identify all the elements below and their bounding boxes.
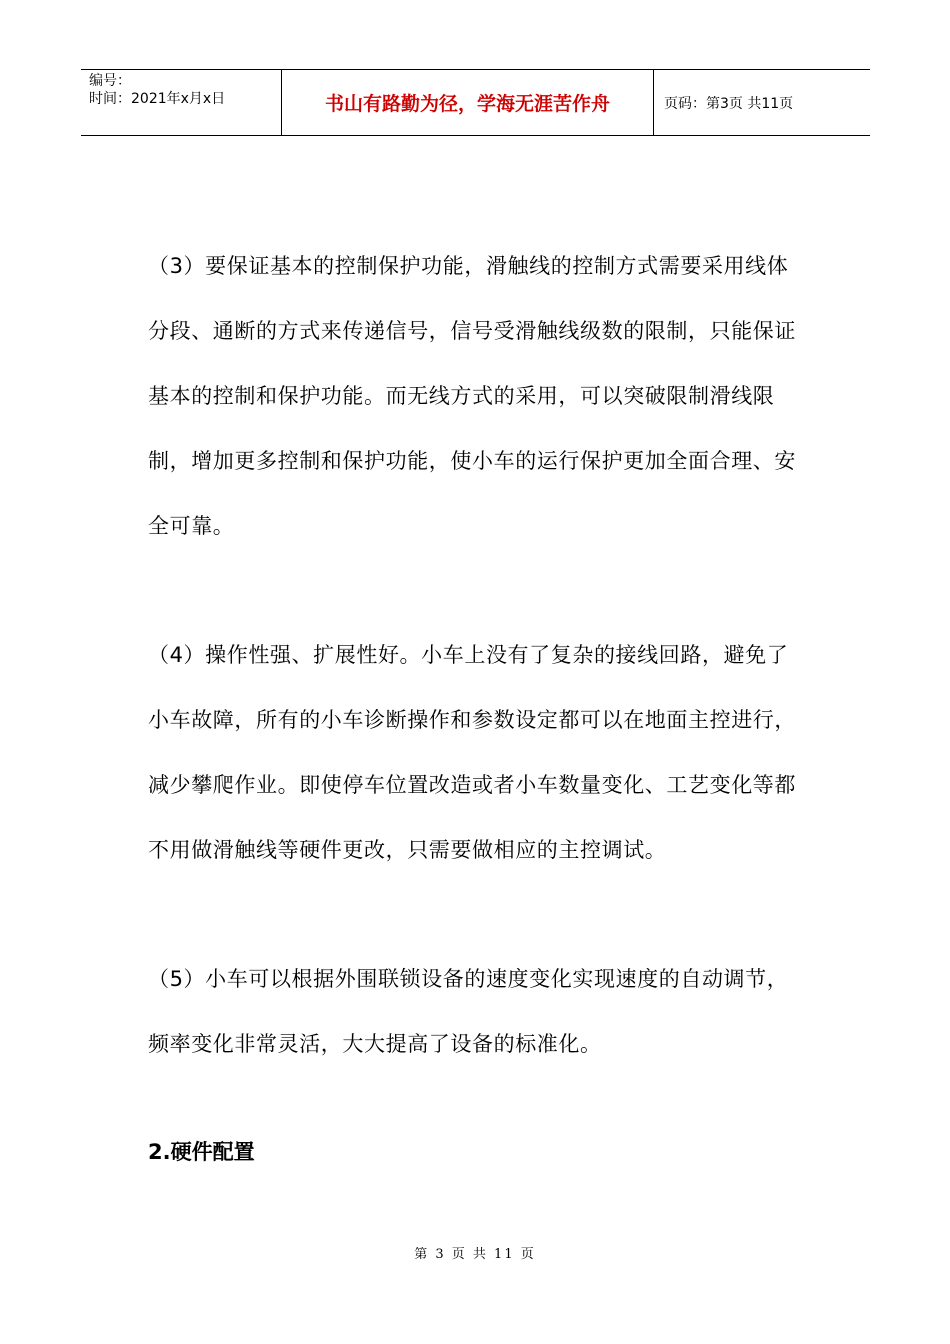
- paragraph-3: （3）要保证基本的控制保护功能，滑触线的控制方式需要采用线体分段、通断的方式来传递信号，信号受滑触线级数的限制，只能保证基本的控制和保护功能。而无线方式的采用，可以突破限制滑线限制，增加更多控制和保护功能，使小车的运行保护更加全面合理、安全可靠。: [148, 254, 796, 538]
- header-motto-cell: [282, 70, 654, 135]
- section-heading: 2.硬件配置: [148, 1140, 255, 1164]
- document-body: [148, 234, 808, 1167]
- paragraph-5: （5）小车可以根据外围联锁设备的速度变化实现速度的自动调节，频率变化非常灵活，大大提高了设备的标准化。: [148, 967, 789, 1056]
- header-page-cell: [654, 70, 870, 135]
- header-motto: 书山有路勤为径，学海无涯苦作舟: [324, 93, 610, 115]
- header-meta-cell: [81, 70, 282, 135]
- document-number-label: 编号：: [89, 73, 131, 89]
- paragraph-4: （4）操作性强、扩展性好。小车上没有了复杂的接线回路，避免了小车故障，所有的小车诊断操作和参数设定都可以在地面主控进行，减少攀爬作业。即使停车位置改造或者小车数量变化、工艺变化等都不用做滑触线等硬件更改，只需要做相应的主控调试。: [148, 643, 796, 862]
- document-date: 时间：2021年x月x日: [89, 91, 226, 107]
- page-footer: 第 3 页 共 11 页: [414, 1247, 536, 1262]
- document-header: [81, 69, 870, 136]
- header-page-info: 页码：第3页 共11页: [664, 96, 794, 112]
